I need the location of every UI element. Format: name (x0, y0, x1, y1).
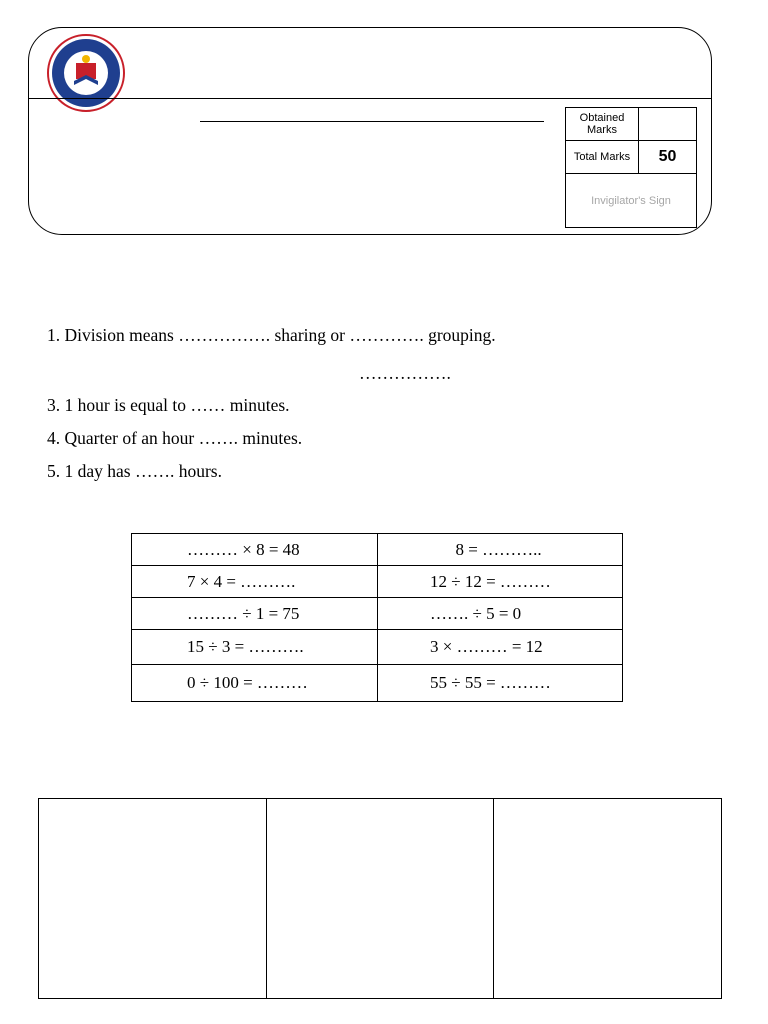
title-dash: _ (430, 106, 438, 122)
table-cell: ……… ÷ 1 = 75 (132, 598, 378, 630)
table-row (132, 534, 623, 566)
answer-box-3 (494, 799, 721, 998)
question-1: 1. Division means ……………. sharing or …………. grouping. (47, 325, 496, 345)
header-divider (29, 98, 711, 99)
table-row (132, 598, 623, 630)
answer-box-2 (267, 799, 495, 998)
obtained-marks-value (639, 108, 697, 141)
table-row (132, 566, 623, 598)
school-logo-icon (46, 33, 126, 113)
table-cell: 3 × ……… = 12 (378, 630, 623, 665)
answer-boxes (38, 798, 722, 999)
table-cell: ……… × 8 = 48 (132, 534, 378, 566)
table-cell: 12 ÷ 12 = ……… (378, 566, 623, 598)
table-cell: 8 = ……….. (378, 534, 623, 566)
question-3: 3. 1 hour is equal to …… minutes. (47, 395, 290, 415)
fill-in-table (131, 533, 623, 702)
table-cell: ……. ÷ 5 = 0 (378, 598, 623, 630)
table-row (132, 665, 623, 702)
question-4: 4. Quarter of an hour ……. minutes. (47, 428, 303, 448)
table-cell: 15 ÷ 3 = ………. (132, 630, 378, 665)
total-marks-label: Total Marks (566, 141, 639, 174)
answer-box-1 (39, 799, 267, 998)
marks-table (565, 107, 697, 228)
table-row (132, 630, 623, 665)
table-cell: 7 × 4 = ………. (132, 566, 378, 598)
obtained-marks-label: Obtained Marks (566, 108, 639, 141)
title-line (200, 121, 544, 122)
question-5: 5. 1 day has ……. hours. (47, 461, 222, 481)
table-cell: 0 ÷ 100 = ……… (132, 665, 378, 702)
exam-header (28, 27, 712, 235)
question-2-blank: ……………. (359, 363, 451, 383)
total-marks-value: 50 (639, 141, 697, 174)
table-cell: 55 ÷ 55 = ……… (378, 665, 623, 702)
invigilator-sign: Invigilator's Sign (566, 174, 697, 228)
